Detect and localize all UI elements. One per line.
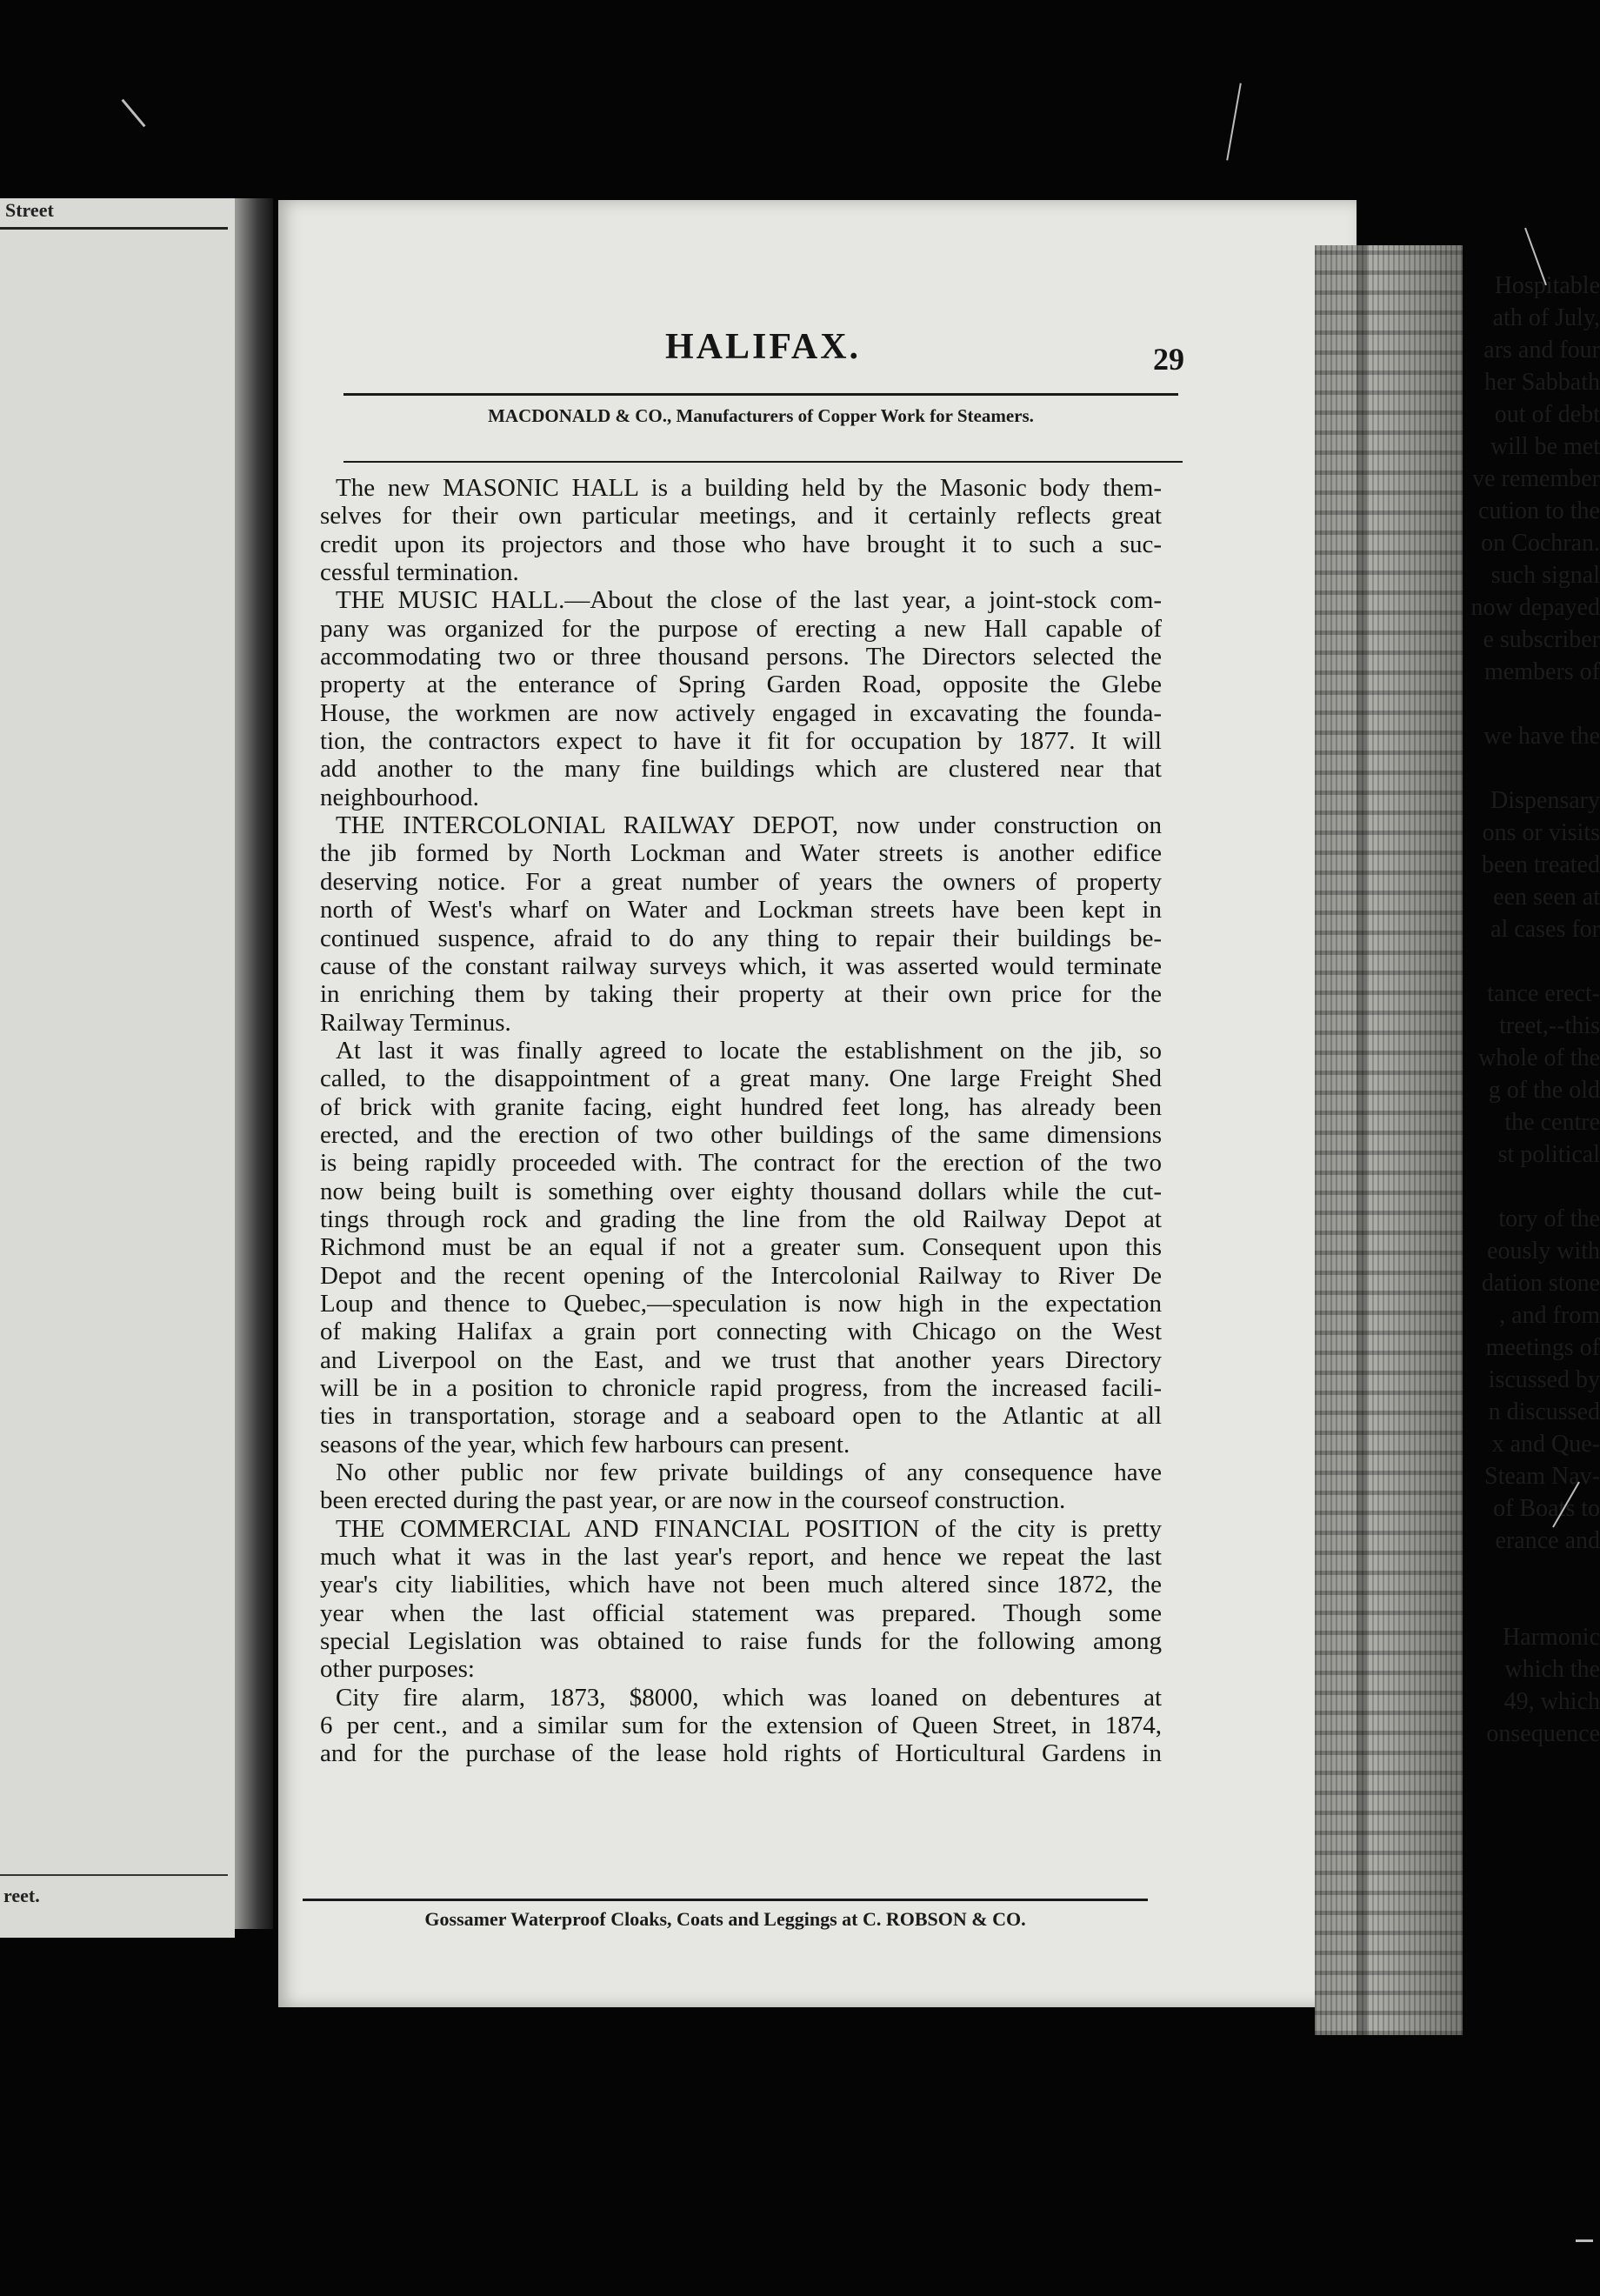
text-line: THE INTERCOLONIAL RAILWAY DEPOT, now under construction on bbox=[336, 811, 1162, 840]
text-line: special Legislation was obtained to raise funds for the following among bbox=[320, 1627, 1162, 1656]
text-line: and for the purchase of the lease hold rights of Horticultural Gardens in bbox=[320, 1739, 1162, 1768]
left-running-head: Street bbox=[5, 199, 54, 221]
text-line: year's city liabilities, which have not been much altered since 1872, the bbox=[320, 1571, 1162, 1599]
text-line: ve remember bbox=[1472, 465, 1600, 492]
text-line: will be in a position to chronicle rapid progress, from the increased facili- bbox=[320, 1374, 1162, 1402]
text-line: the centre bbox=[1504, 1109, 1600, 1136]
text-line: een seen at bbox=[1493, 884, 1600, 911]
text-line: whole of the bbox=[1478, 1045, 1600, 1071]
text-line: 6 per cent., and a similar sum for the extension of Queen Street, in 1874, bbox=[320, 1712, 1162, 1740]
text-line: tory of the bbox=[1498, 1205, 1600, 1232]
text-line: onsequence bbox=[1486, 1720, 1600, 1747]
text-line: Harmonic bbox=[1503, 1624, 1600, 1651]
left-page-fragment bbox=[0, 198, 235, 1938]
text-line: x and Que- bbox=[1491, 1431, 1600, 1458]
book-gutter bbox=[235, 198, 273, 1929]
text-line: House, the workmen are now actively engaged in excavating the founda- bbox=[320, 698, 1162, 727]
body-text bbox=[320, 474, 1162, 1768]
text-line: g of the old bbox=[1488, 1077, 1600, 1104]
scan-dust bbox=[1226, 83, 1242, 161]
text-line: accommodating two or three thousand persons. The Directors selected the bbox=[320, 643, 1162, 671]
text-line: meetings of bbox=[1485, 1334, 1600, 1361]
text-line: of brick with granite facing, eight hundred feet long, has already been bbox=[320, 1092, 1162, 1121]
book-edge-shadow bbox=[1357, 245, 1367, 2035]
text-line: treet,--this bbox=[1499, 1012, 1600, 1039]
text-line: At last it was finally agreed to locate the establishment on the jib, so bbox=[336, 1036, 1162, 1065]
text-line: credit upon its projectors and those who have brought it to such a suc- bbox=[320, 530, 1162, 558]
text-line: called, to the disappointment of a great many. One large Freight Shed bbox=[320, 1065, 1162, 1093]
text-line: pany was organized for the purpose of erecting a new Hall capable of bbox=[320, 614, 1162, 643]
text-line: THE COMMERCIAL AND FINANCIAL POSITION of the city is pretty bbox=[336, 1514, 1162, 1543]
text-line: seasons of the year, which few harbours can present. bbox=[320, 1430, 850, 1458]
text-line: THE MUSIC HALL.—About the close of the last year, a joint-stock com- bbox=[336, 586, 1162, 615]
text-line: , and from bbox=[1499, 1302, 1600, 1329]
text-line: selves for their own particular meetings, and it certainly reflects great bbox=[320, 502, 1162, 531]
text-line: add another to the many fine buildings which are clustered near that bbox=[320, 755, 1162, 784]
text-line: st political bbox=[1497, 1141, 1600, 1168]
text-line: ars and four bbox=[1483, 337, 1600, 364]
text-line: continued suspence, afraid to do any thing to repair their buildings be- bbox=[320, 924, 1162, 952]
text-line: out of debt bbox=[1494, 401, 1600, 428]
text-line: much what it was in the last year's report, and hence we repeat the last bbox=[320, 1543, 1162, 1572]
text-line: eously with bbox=[1487, 1238, 1600, 1265]
text-line: cessful termination. bbox=[320, 558, 519, 587]
footer-advertisement: Gossamer Waterproof Cloaks, Coats and Leggings at C. ROBSON & CO. bbox=[424, 1908, 1026, 1930]
text-line: such signal bbox=[1490, 562, 1600, 589]
text-line: members of bbox=[1484, 658, 1600, 685]
text-line: erected, and the erection of two other buildings of the same dimensions bbox=[320, 1120, 1162, 1149]
text-line: Dispensary bbox=[1490, 787, 1600, 814]
left-footer-text: reet. bbox=[3, 1885, 40, 1906]
text-line: been erected during the past year, or are now in the courseof construction. bbox=[320, 1486, 1066, 1515]
left-header-rule bbox=[0, 227, 228, 230]
text-line: Richmond must be an equal if not a greater sum. Consequent upon this bbox=[320, 1233, 1162, 1262]
text-line: deserving notice. For a great number of years the owners of property bbox=[320, 867, 1162, 896]
text-line: on Cochran. bbox=[1481, 530, 1600, 557]
text-line: erance and bbox=[1495, 1527, 1600, 1554]
text-line: cution to the bbox=[1478, 497, 1600, 524]
text-line: her Sabbath bbox=[1484, 369, 1600, 396]
footer-rule bbox=[303, 1899, 1148, 1901]
text-line: No other public nor few private buildings of any consequence have bbox=[336, 1458, 1162, 1487]
text-line: Hospitable bbox=[1494, 272, 1600, 299]
text-line: which the bbox=[1504, 1656, 1600, 1683]
scan-dust bbox=[1576, 2239, 1593, 2242]
text-line: ties in transportation, storage and a seaboard open to the Atlantic at all bbox=[320, 1402, 1162, 1431]
text-line: in enriching them by taking their property at their own price for the bbox=[320, 980, 1162, 1009]
header-rule-bottom bbox=[343, 461, 1183, 463]
text-line: Depot and the recent opening of the Intercolonial Railway to River De bbox=[320, 1261, 1162, 1290]
text-line: tion, the contractors expect to have it fit for occupation by 1877. It will bbox=[320, 727, 1162, 756]
text-line: Railway Terminus. bbox=[320, 1008, 511, 1037]
text-line: tings through rock and grading the line from the old Railway Depot at bbox=[320, 1205, 1162, 1233]
text-line: north of West's wharf on Water and Lockman streets have been kept in bbox=[320, 896, 1162, 924]
text-line: of making Halifax a grain port connecting with Chicago on the West bbox=[320, 1318, 1162, 1346]
text-line: dation stone bbox=[1481, 1270, 1600, 1297]
text-line: is being rapidly proceeded with. The contract for the erection of the two bbox=[320, 1149, 1162, 1178]
text-line: e subscriber bbox=[1483, 626, 1600, 653]
text-line: of Boats to bbox=[1493, 1495, 1600, 1522]
header-rule-top bbox=[343, 393, 1178, 396]
text-line: City fire alarm, 1873, $8000, which was loaned on debentures at bbox=[336, 1683, 1162, 1712]
text-line: 49, which bbox=[1503, 1688, 1600, 1715]
text-line: n discussed bbox=[1488, 1398, 1600, 1425]
text-line: cause of the constant railway surveys which, it was asserted would terminate bbox=[320, 951, 1162, 980]
running-title: HALIFAX. bbox=[665, 327, 862, 367]
page-number: 29 bbox=[1153, 342, 1184, 377]
text-line: ons or visits bbox=[1482, 819, 1600, 846]
text-line: and Liverpool on the East, and we trust that another years Directory bbox=[320, 1345, 1162, 1374]
text-line: Loup and thence to Quebec,—speculation is now high in the expectation bbox=[320, 1289, 1162, 1318]
left-footer-rule bbox=[0, 1874, 228, 1876]
scan-dust bbox=[121, 99, 145, 128]
text-line: iscussed by bbox=[1488, 1366, 1600, 1393]
text-line: other purposes: bbox=[320, 1655, 475, 1684]
header-advertisement: MACDONALD & CO., Manufacturers of Copper Work for Steamers. bbox=[488, 405, 1034, 426]
text-line: year when the last official statement was prepared. Though some bbox=[320, 1599, 1162, 1627]
text-line: neighbourhood. bbox=[320, 783, 479, 811]
text-line: Steam Nav- bbox=[1484, 1463, 1600, 1490]
text-line: now being built is something over eighty thousand dollars while the cut- bbox=[320, 1177, 1162, 1205]
text-line: property at the enterance of Spring Garden Road, opposite the Glebe bbox=[320, 671, 1162, 699]
text-line: tance erect- bbox=[1487, 980, 1600, 1007]
text-line: al cases for bbox=[1490, 916, 1600, 943]
text-line: ath of July, bbox=[1492, 304, 1600, 331]
text-line: been treated bbox=[1481, 851, 1600, 878]
book-page-edges bbox=[1315, 245, 1463, 2035]
text-line: The new MASONIC HALL is a building held by the Masonic body them- bbox=[336, 474, 1162, 502]
text-line: the jib formed by North Lockman and Water streets is another edifice bbox=[320, 839, 1162, 868]
text-line: will be met bbox=[1490, 433, 1600, 460]
text-line: now depayed bbox=[1470, 594, 1600, 621]
text-line: we have the bbox=[1483, 723, 1600, 750]
